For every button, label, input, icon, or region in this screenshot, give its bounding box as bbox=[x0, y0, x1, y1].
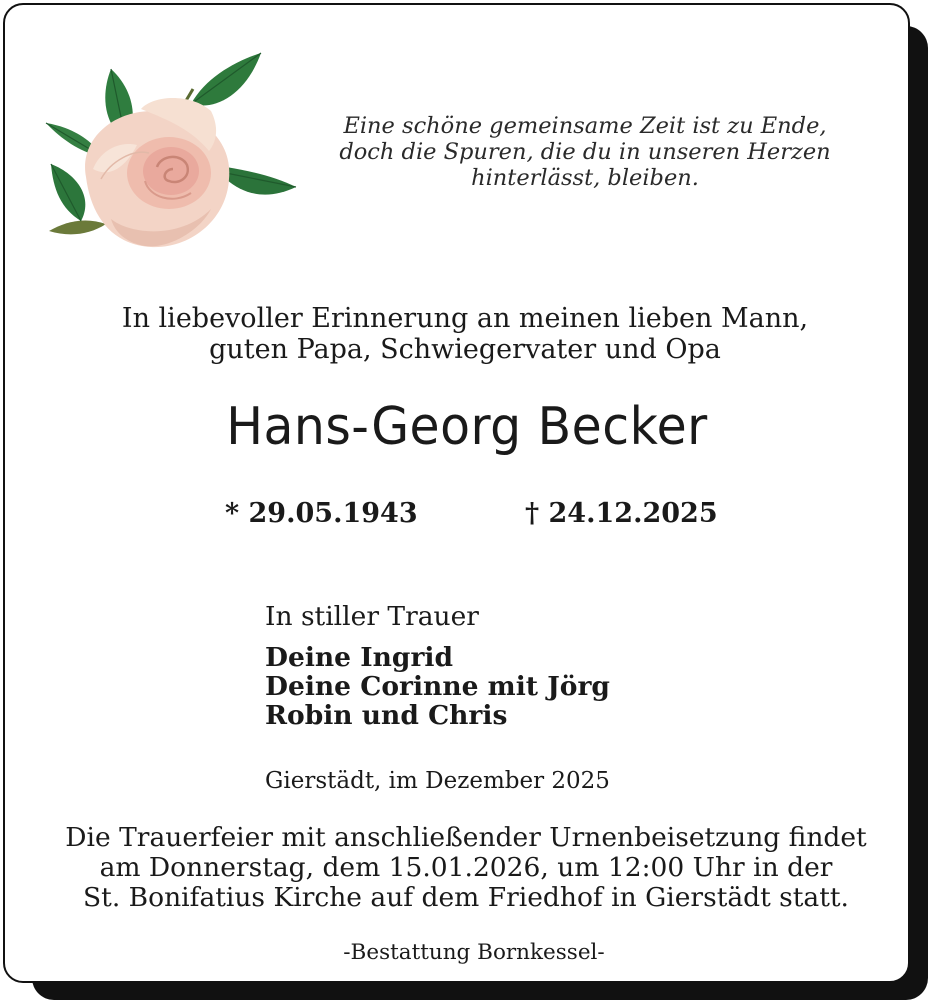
undertaker-name: -Bestattung Bornkessel- bbox=[343, 940, 605, 965]
service-line-1: Die Trauerfeier mit anschließender Urnenbeisetzung findet bbox=[65, 822, 867, 853]
motto-line-3: hinterlässt, bleiben. bbox=[471, 165, 699, 191]
deceased-name: Hans-Georg Becker bbox=[226, 397, 708, 457]
obituary-card bbox=[3, 3, 910, 983]
service-notice bbox=[5, 823, 927, 913]
mourning-intro: In stiller Trauer bbox=[265, 601, 479, 632]
mourner-item: Robin und Chris bbox=[265, 700, 508, 731]
intro-line-2: guten Papa, Schwiegervater und Opa bbox=[209, 334, 721, 365]
intro-line-1: In liebevoller Erinnerung an meinen lieben Mann, bbox=[121, 303, 809, 334]
motto-line-1: Eine schöne gemeinsame Zeit ist zu Ende, bbox=[343, 113, 827, 139]
place-date: Gierstädt, im Dezember 2025 bbox=[265, 768, 610, 794]
mourner-item: Deine Ingrid bbox=[265, 642, 454, 673]
memorial-intro bbox=[5, 303, 925, 365]
mourner-item: Deine Corinne mit Jörg bbox=[265, 671, 610, 702]
motto-verse bbox=[305, 113, 865, 191]
service-line-2: am Donnerstag, dem 15.01.2026, um 12:00 Uhr in der bbox=[99, 852, 833, 883]
service-line-3: St. Bonifatius Kirche auf dem Friedhof in Gierstädt statt. bbox=[83, 882, 849, 913]
rose-flower-icon bbox=[41, 49, 301, 255]
motto-line-2: doch die Spuren, die du in unseren Herzen bbox=[339, 139, 831, 165]
death-date: † 24.12.2025 bbox=[525, 498, 718, 529]
mourners-list bbox=[265, 643, 610, 730]
birth-date: * 29.05.1943 bbox=[225, 498, 418, 529]
